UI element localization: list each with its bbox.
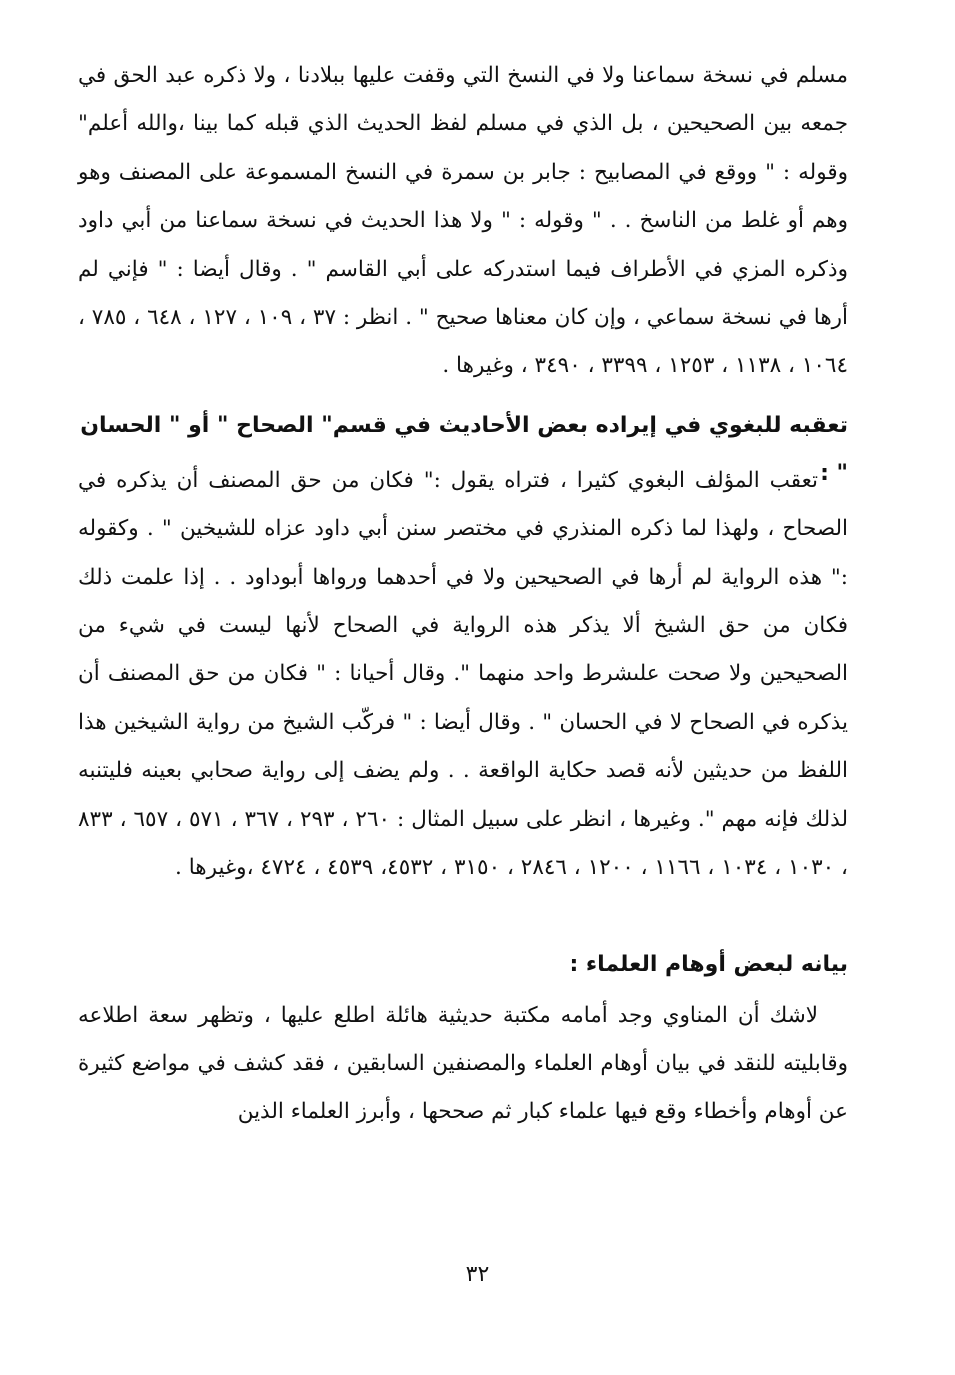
paragraph-3: لاشك أن المناوي وجد أمامه مكتبة حديثية هائلة اطلع عليها ، وتظهر سعة اطلاعه وقابليته للنقد في بيان أوهام العلماء والمصنفين السابقين ، فقد كشف في مواضع كثيرة عن أوهام وأخطاء وقع فيها علماء كبار ثم صححها ، وأبرز العلماء الذين [78, 1002, 848, 1125]
section-heading-scholars: بيانه لبعض أوهام العلماء : [569, 951, 848, 977]
section-heading-baghawi: تعقبه للبغوي في إيراده بعض الأحاديث في قسم" الصحاح " أو " الحسان " : [80, 412, 848, 486]
paragraph-1: مسلم في نسخة سماعنا ولا في النسخ التي وقفت عليها ببلادنا ، ولا ذكره عبد الحق في جمعه بين الصحيحين ، بل الذي في مسلم لفظ الحديث الذي قبله كما بينا ،والله أعلم" وقوله : " ووقع في المصابيح : جابر بن سمرة في النسخ المسموعة على المصنف وهو وهم أو غلط من الناسخ . . " وقوله : " ولا هذا الحديث في نسخة سماعنا من أبي داود وذكره المزي في الأطراف فيما استدركه على أبي القاسم " . وقال أيضا : " فإني لم أرها في نسخة سماعي ، وإن كان معناها صحيح " . انظر : ٣٧ ، ١٠٩ ، ١٢٧ ، ٦٤٨ ، ٧٨٥ ، ١٠٦٤ ، ١١٣٨ ، ١٢٥٣ ، ٣٣٩٩ ، ٣٤٩٠ ، وغيرها . [78, 63, 849, 379]
page-number: ٣٢ [465, 1262, 490, 1287]
paragraph-2: تعقب المؤلف البغوي كثيرا ، فتراه يقول :" فكان من حق المصنف أن يذكره في الصحاح ، ولهذا لما ذكره المنذري في مختصر سنن أبي داود عزاه للشيخين " . وكقوله :" هذه الرواية لم أرها في الصحيحين ولا في أحدهما ورواها أبوداود . . إذا علمت ذلك فكان من حق الشيخ ألا يذكر هذه الرواية في الصحاح لأنها ليست في شيء من الصحيحين ولا صحت علىشرط واحد منهما ". وقال أحيانا : " فكان من حق المصنف أن يذكره في الصحاح لا في الحسان " . وقال أيضا : " فركّب الشيخ من رواية الشيخين هذا اللفظ من حديثين لأنه قصد حكاية الواقعة . . ولم يضف إلى رواية صحابي بعينه فليتنبه لذلك فإنه مهم ". وغيرها ، انظر على سبيل المثال : ٢٦٠ ، ٢٩٣ ، ٣٦٧ ، ٥٧١ ، ٦٥٧ ، ٨٣٣ ، ١٠٣٠ ، ١٠٣٤ ، ١١٦٦ ، ١٢٠٠ ، ٢٨٤٦ ، ٣١٥٠ ، ٤٥٣٢، ٤٥٣٩ ، ٤٧٢٤ ،وغيرها . [78, 467, 849, 881]
page-body [78, 52, 848, 1137]
